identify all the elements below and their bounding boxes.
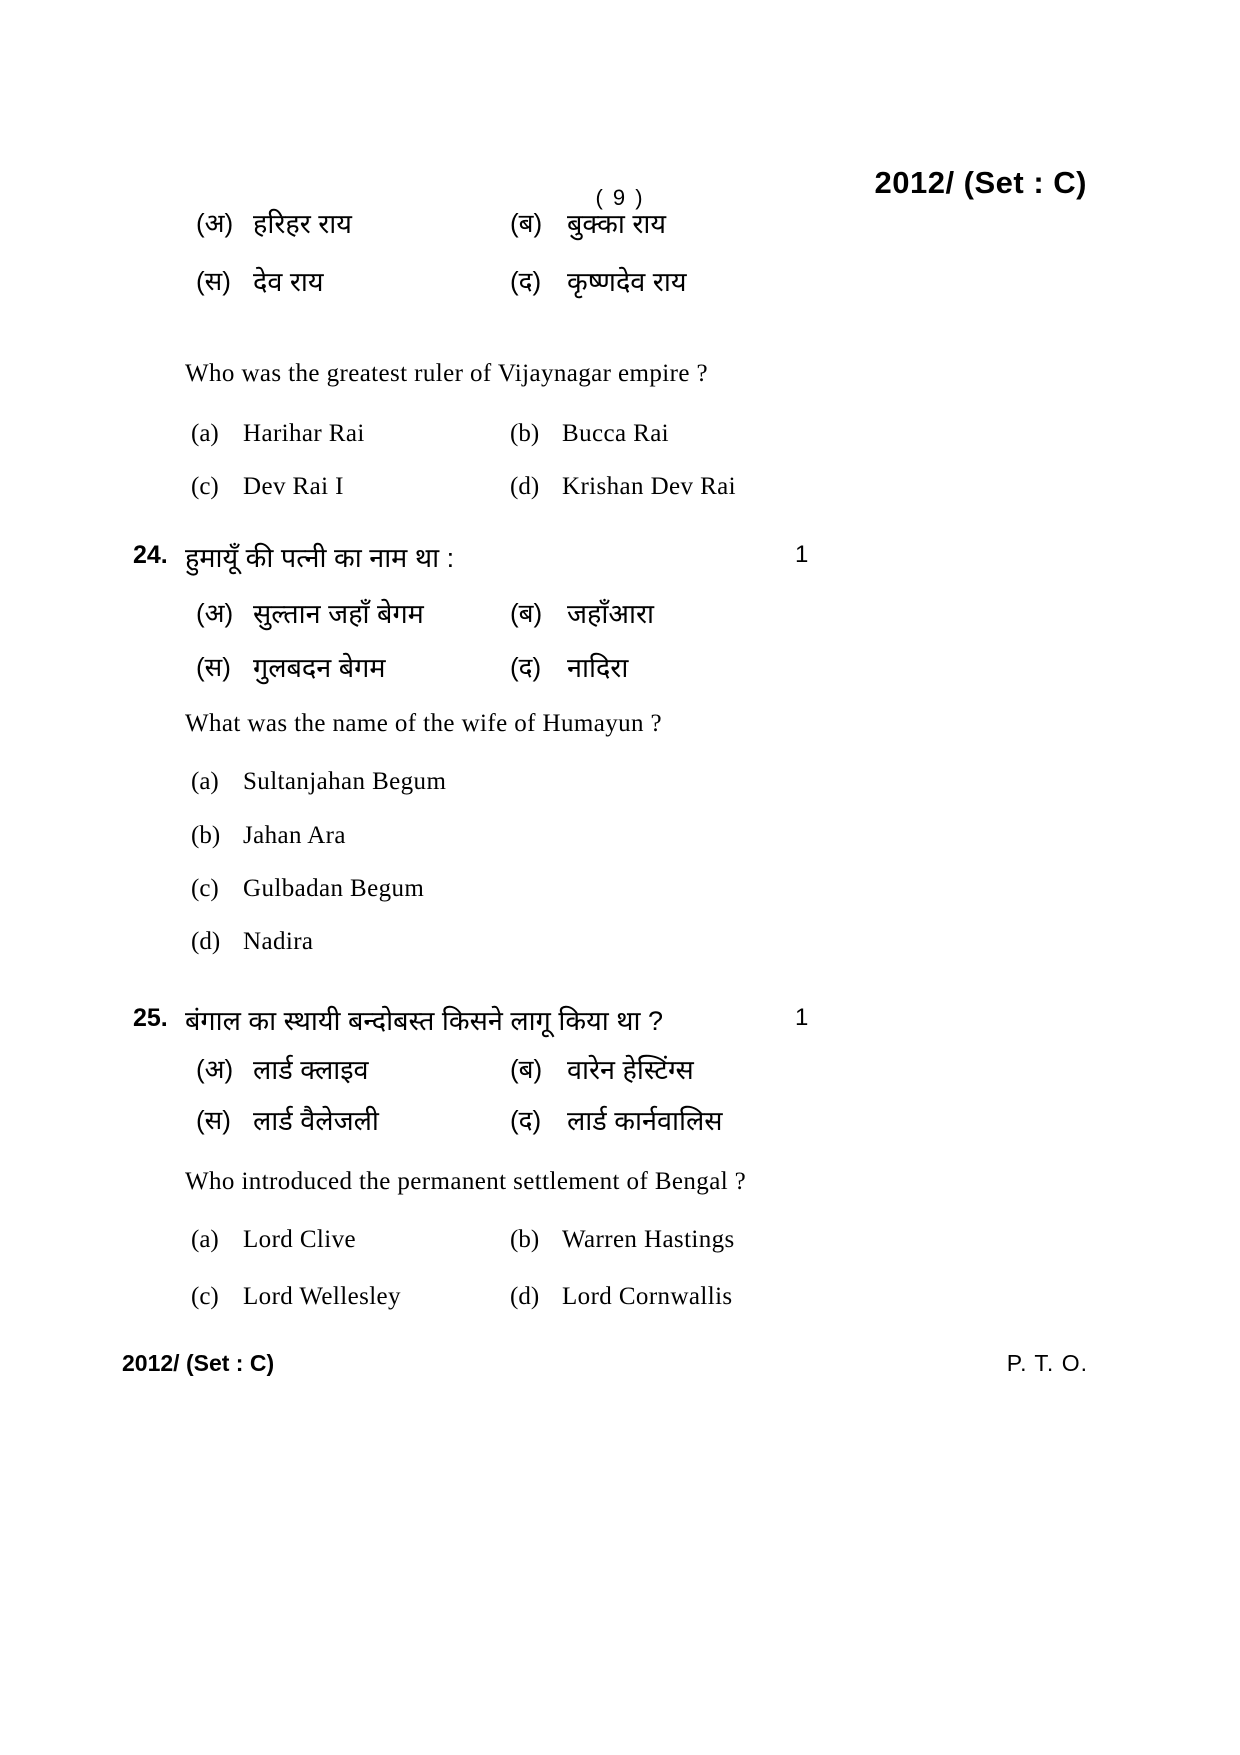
option-text: सुल्तान जहाँ बेगम (253, 599, 424, 629)
option-label: (द) (510, 1105, 542, 1135)
option-text: Warren Hastings (562, 1226, 735, 1253)
option-text: Gulbadan Begum (243, 875, 425, 902)
option-text: जहाँआरा (567, 599, 654, 629)
option-text: Lord Clive (243, 1226, 357, 1253)
option-text: Sultanjahan Begum (243, 768, 447, 795)
marks: 1 (795, 1004, 809, 1031)
option-label: (अ) (196, 598, 234, 628)
question-number: 24. (133, 541, 168, 569)
english-question: What was the name of the wife of Humayun ? (185, 710, 663, 737)
option-label: (स) (196, 652, 231, 682)
option-label: (c) (191, 473, 219, 500)
option-text: Lord Cornwallis (562, 1283, 733, 1310)
option-text: नादिरा (567, 653, 629, 683)
option-label: (b) (510, 420, 540, 447)
option-text: Nadira (243, 928, 314, 955)
option-text: Jahan Ara (243, 822, 346, 849)
footer-pto: P. T. O. (1006, 1350, 1088, 1376)
option-text: गुलबदन बेगम (253, 653, 386, 683)
option-label: (b) (191, 822, 221, 849)
option-label: (द) (510, 652, 542, 682)
option-label: (a) (191, 1226, 219, 1253)
option-text: लार्ड कार्नवालिस (567, 1106, 723, 1136)
option-label: (d) (510, 473, 540, 500)
set-header: 2012/ (Set : C) (874, 165, 1087, 200)
option-text: Harihar Rai (243, 420, 365, 447)
option-label: (स) (196, 266, 231, 296)
english-question: Who introduced the permanent settlement of Bengal ? (185, 1168, 747, 1195)
option-text: Dev Rai I (243, 473, 344, 500)
option-text: देव राय (253, 267, 324, 297)
option-text: वारेन हेस्टिंग्स (567, 1055, 694, 1085)
option-label: (d) (510, 1283, 540, 1310)
option-label: (c) (191, 875, 219, 902)
option-label: (ब) (510, 208, 543, 238)
option-text: Krishan Dev Rai (562, 473, 737, 500)
option-label: (d) (191, 928, 221, 955)
option-label: (स) (196, 1105, 231, 1135)
option-text: हरिहर राय (253, 209, 352, 239)
hindi-question: बंगाल का स्थायी बन्दोबस्त किसने लागू किया था ? (185, 1006, 664, 1036)
option-text: Lord Wellesley (243, 1283, 401, 1310)
option-text: बुक्का राय (567, 209, 667, 239)
question-number: 25. (133, 1004, 168, 1032)
option-label: (अ) (196, 208, 234, 238)
hindi-question: हुमायूँ की पत्नी का नाम था : (185, 543, 455, 573)
option-text: कृष्णदेव राय (567, 267, 687, 297)
option-label: (द) (510, 266, 542, 296)
english-question: Who was the greatest ruler of Vijaynagar empire ? (185, 360, 708, 387)
option-label: (a) (191, 420, 219, 447)
option-text: लार्ड क्लाइव (253, 1055, 369, 1085)
option-label: (ब) (510, 1054, 543, 1084)
option-label: (ब) (510, 598, 543, 628)
option-label: (a) (191, 768, 219, 795)
option-text: लार्ड वैलेजली (253, 1106, 379, 1136)
footer-set-label: 2012/ (Set : C) (122, 1350, 275, 1376)
page-number: ( 9 ) (595, 185, 645, 210)
option-text: Bucca Rai (562, 420, 670, 447)
option-label: (c) (191, 1283, 219, 1310)
marks: 1 (795, 541, 809, 568)
option-label: (b) (510, 1226, 540, 1253)
option-label: (अ) (196, 1054, 234, 1084)
